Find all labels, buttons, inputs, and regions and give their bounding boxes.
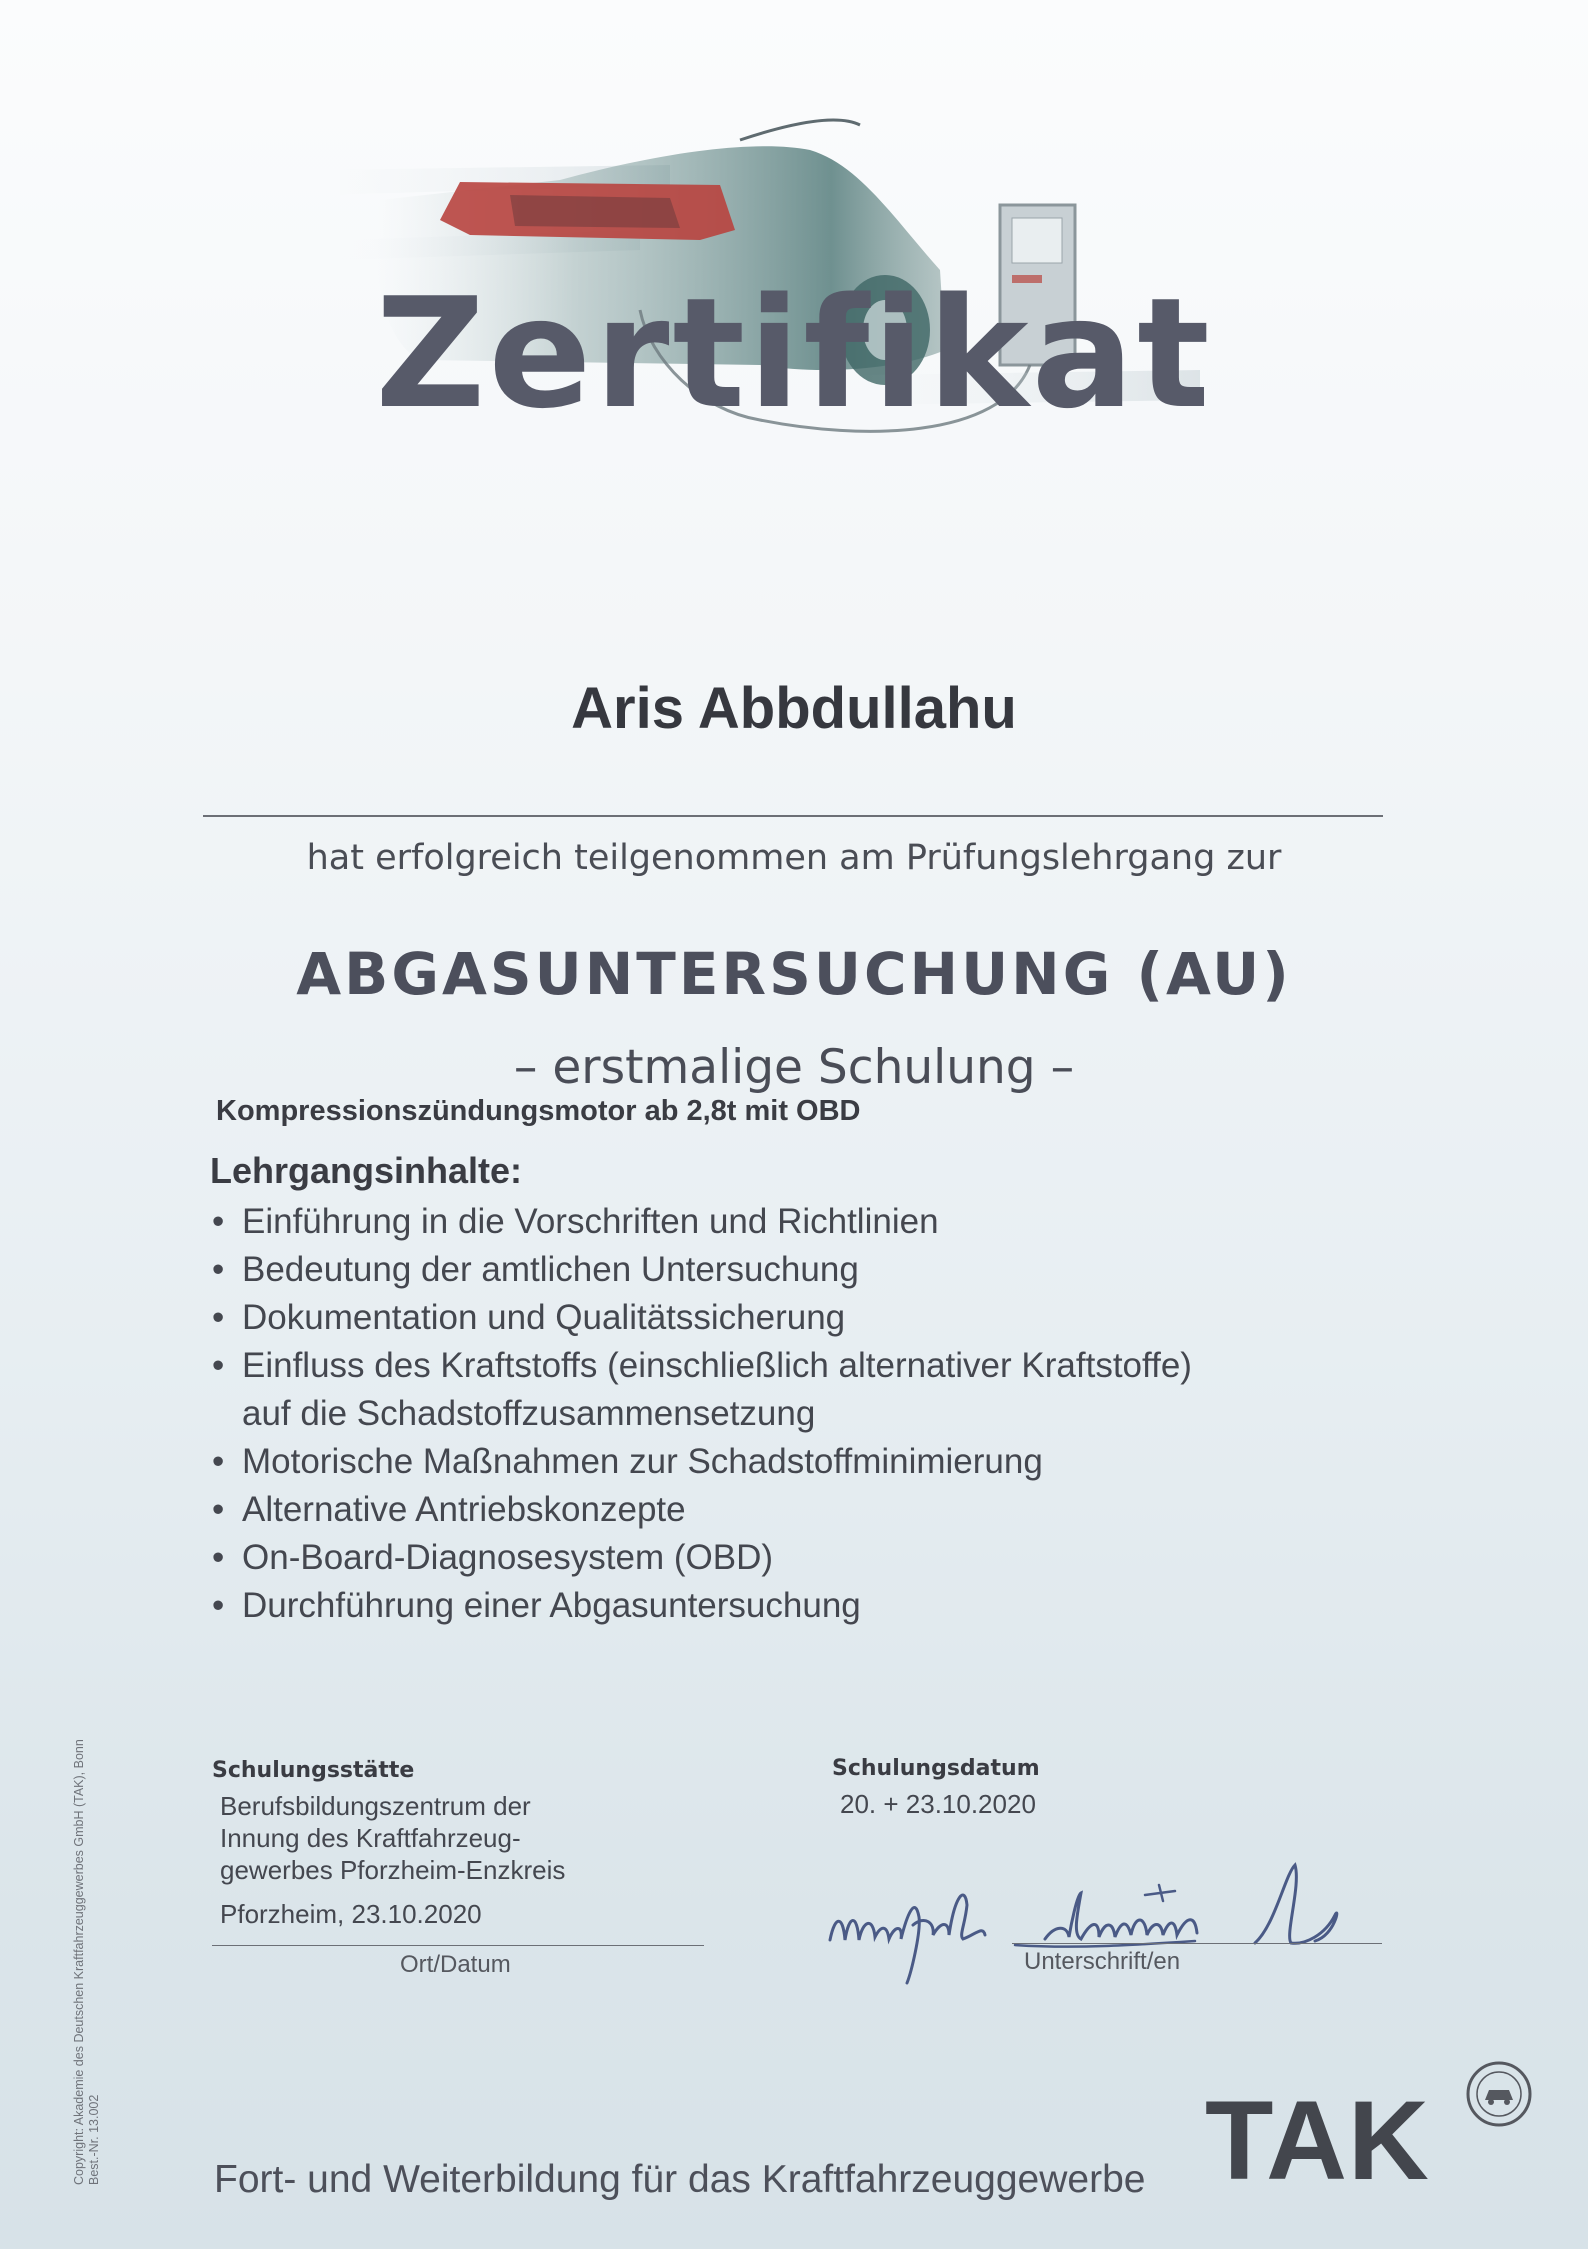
list-item-text: Dokumentation und Qualitätssicherung [242,1298,846,1337]
date-value: 20. + 23.10.2020 [840,1789,1036,1819]
intro-text: hat erfolgreich teilgenommen am Prüfungslehrgang zur [306,838,1282,878]
footer-slogan: Fort- und Weiterbildung für das Kraftfahrzeuggewerbe [214,2158,1146,2201]
engine-scope: Kompressionszündungsmotor ab 2,8t mit OBD [216,1095,861,1127]
course-subtitle: – erstmalige Schulung – [513,1040,1075,1095]
contents-list [212,1198,1192,1630]
place-date-line [212,1945,704,1946]
list-item-text: On-Board-Diagnosesystem (OBD) [242,1538,773,1577]
list-item [212,1246,1192,1294]
list-item [212,1438,1192,1486]
place-date-caption: Ort/Datum [400,1951,511,1978]
bullet-icon: • [212,1442,225,1481]
certificate-title: Zertifikat [375,265,1213,442]
venue-label: Schulungsstätte [212,1758,415,1783]
bullet-icon: • [212,1586,225,1625]
venue-line: gewerbes Pforzheim-Enzkreis [220,1855,566,1885]
bullet-icon: • [212,1346,225,1385]
bullet-icon: • [212,1298,225,1337]
list-item [212,1294,1192,1342]
list-item [212,1342,1192,1438]
list-item-text: Durchführung einer Abgasuntersuchung [242,1586,861,1625]
list-item-text: Alternative Antriebskonzepte [242,1490,686,1529]
signature-line [1012,1943,1382,1944]
bullet-icon: • [212,1490,225,1529]
list-item-continuation: auf die Schadstoffzusammensetzung [242,1394,816,1433]
bullet-icon: • [212,1202,225,1241]
venue-line: Innung des Kraftfahrzeug- [220,1823,521,1853]
date-label: Schulungsdatum [832,1756,1040,1781]
course-title: ABGASUNTERSUCHUNG (AU) [296,940,1292,1008]
name-underline [203,815,1383,817]
list-item-text: Einführung in die Vorschriften und Richtlinien [242,1202,939,1241]
list-item [212,1486,1192,1534]
venue-line: Berufsbildungszentrum der [220,1791,531,1821]
copyright-line: Copyright: Akademie des Deutschen Kraftfahrzeuggewerbes GmbH (TAK), Bonn [72,1739,86,2185]
signature-caption: Unterschrift/en [1024,1948,1181,1975]
venue-address [220,1790,565,1886]
list-item-text: Einfluss des Kraftstoffs (einschließlich alternativer Kraftstoffe) [242,1346,1192,1385]
bullet-icon: • [212,1250,225,1289]
contents-heading: Lehrgangsinhalte: [210,1150,523,1191]
list-item [212,1582,1192,1630]
recipient-name: Aris Abbdullahu [571,676,1017,741]
place-date: Pforzheim, 23.10.2020 [220,1899,482,1929]
list-item [212,1198,1192,1246]
copyright-notice [72,1739,102,2185]
seal-icon [1465,2060,1533,2128]
list-item-text: Bedeutung der amtlichen Untersuchung [242,1250,859,1289]
bullet-icon: • [212,1538,225,1577]
copyright-line: Best.-Nr. 13.002 [87,2094,101,2185]
tak-logo: TAK [1205,2078,1430,2203]
list-item [212,1534,1192,1582]
list-item-text: Motorische Maßnahmen zur Schadstoffminimierung [242,1442,1043,1481]
